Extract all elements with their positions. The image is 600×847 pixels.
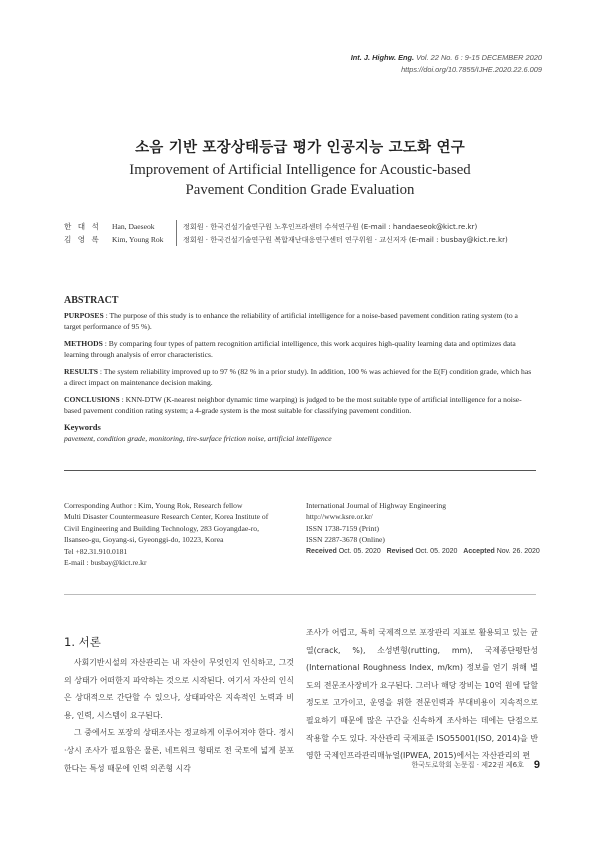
methods-text: : By comparing four types of pattern recognition artificial intelligence, this work acquires high-quality learning data and optimizes data learning through analysis of error characteristics. bbox=[64, 339, 516, 359]
author-row bbox=[64, 220, 508, 233]
abstract-conclusions bbox=[64, 394, 536, 416]
corr-line: Corresponding Author : Kim, Young Rok, Research fellow bbox=[64, 501, 243, 510]
received-date: Oct. 05. 2020 bbox=[338, 547, 381, 555]
author-name-english: Han, Daeseok bbox=[112, 222, 155, 231]
section-heading: 1. 서론 bbox=[64, 635, 101, 649]
corr-line: Civil Engineering and Building Technology, 283 Goyangdae-ro, bbox=[64, 523, 259, 533]
issn-print: ISSN 1738-7159 (Print) bbox=[306, 523, 379, 533]
doi-link[interactable]: https://doi.org/10.7855/IJHE.2020.22.6.009 bbox=[401, 65, 542, 74]
abstract-section bbox=[64, 295, 536, 444]
submission-dates bbox=[306, 546, 546, 557]
issn-online: ISSN 2287-3678 (Online) bbox=[306, 535, 385, 545]
author-name-korean: 김 영 록 bbox=[64, 235, 101, 244]
body-paragraph: 사회기반시설의 자산관리는 내 자산이 무엇인지 인식하고, 그것의 상태가 어떠한지 파악하는 것으로 시작된다. 여기서 자산의 인식은 상대적으로 간단할 수 있으나, 상태파악은 지속적인 노력과 비용, 인력, 시스템이 요구된다. bbox=[64, 658, 294, 720]
corr-line: Ilsanseo-gu, Goyang-si, Gyeonggi-do, 10223, Korea bbox=[64, 535, 224, 545]
body-left-column bbox=[64, 634, 294, 777]
title-english-line1: Improvement of Artificial Intelligence for Acoustic-based bbox=[129, 162, 471, 178]
revised-label: Revised bbox=[386, 547, 414, 555]
author-list bbox=[64, 220, 508, 246]
volume-issue: Vol. 22 No. 6 : 9-15 DECEMBER 2020 bbox=[416, 53, 542, 62]
results-label: RESULTS bbox=[64, 367, 98, 376]
title-english-line2: Pavement Condition Grade Evaluation bbox=[185, 182, 415, 198]
body-paragraph: 그 중에서도 포장의 상태조사는 정교하게 이루어져야 한다. 정시·상시 조사가 필요함은 물론, 네트워크 형태로 전 국토에 넓게 분포한다는 특성 때문에 인력 의존형 시각 bbox=[64, 728, 294, 773]
purposes-text: : The purpose of this study is to enhance the reliability of artificial intelligence for a noise-based pavement condition rating system (to a target performance of 95 %). bbox=[64, 311, 518, 331]
keywords-heading: Keywords bbox=[64, 422, 101, 432]
journal-citation bbox=[351, 52, 542, 64]
journal-header bbox=[351, 52, 542, 76]
author-name-korean: 한 대 석 bbox=[64, 222, 101, 231]
journal-info bbox=[306, 500, 546, 557]
footer-journal: 한국도로학회 논문집 · 제22권 제6호 bbox=[411, 761, 524, 769]
corr-line: Tel +82.31.910.0181 bbox=[64, 546, 128, 556]
body-right-column bbox=[306, 624, 538, 765]
author-affiliation: 정회원 · 한국건설기술연구원 노후인프라센터 수석연구원 (E-mail : handaeseok@kict.re.kr) bbox=[176, 220, 477, 233]
page-number: 9 bbox=[533, 759, 540, 771]
conclusions-label: CONCLUSIONS bbox=[64, 395, 120, 404]
title-english bbox=[0, 160, 600, 200]
methods-label: METHODS bbox=[64, 339, 103, 348]
corr-email[interactable]: E-mail : busbay@kict.re.kr bbox=[64, 558, 147, 568]
corresponding-author-info bbox=[64, 500, 294, 568]
title-korean: 소음 기반 포장상태등급 평가 인공지능 고도화 연구 bbox=[135, 140, 465, 156]
accepted-date: Nov. 26. 2020 bbox=[496, 547, 540, 555]
author-name-english: Kim, Young Rok bbox=[112, 235, 164, 244]
abstract-purposes bbox=[64, 310, 536, 332]
accepted-label: Accepted bbox=[463, 547, 495, 555]
body-paragraph: 조사가 어렵고, 특히 국제적으로 포장관리 지표로 활용되고 있는 균열(crack, %), 소성변형(rutting, mm), 국제종단평탄성(International Roughness Index, m/km) 정보를 얻기 위해 별도의 전문조사장비가 요구된다. 그러나 해당 장비는 10억 원에 달할 정도로 고가이고, 운영을 위한 전문인력과 부대비용이 지속적으로 필요하기 때문에 많은 구간을 신속하게 조사하는 데에는 단점으로 작용할 수도 있다. 자산관리 국제표준 ISO55001(ISO, 2014)을 반영한 국제인프라관리매뉴얼(IPWEA, 2015)에서는 자산관리의 편 bbox=[306, 628, 538, 761]
author-affiliation: 정회원 · 한국건설기술연구원 복합재난대응연구센터 연구위원 · 교신저자 (E-mail : busbay@kict.re.kr) bbox=[176, 233, 508, 246]
author-row bbox=[64, 233, 508, 246]
conclusions-text: : KNN-DTW (K-nearest neighbor dynamic time warping) is judged to be the most suitable type of artificial intelligence for a noise-based pavement condition rating system; a 4-grade system is the most suitable for classifying pavement condition. bbox=[64, 395, 522, 415]
results-text: : The system reliability improved up to 97 % (82 % in a prior study). In addition, 100 % was achieved for the E(F) condition grade, which has a direct impact on maintenance decision making. bbox=[64, 367, 532, 387]
corr-line: Multi Disaster Countermeasure Research Center, Korea Institute of bbox=[64, 512, 269, 522]
abstract-methods bbox=[64, 338, 536, 360]
revised-date: Oct. 05. 2020 bbox=[415, 547, 458, 555]
journal-abbrev: Int. J. Highw. Eng. bbox=[350, 53, 415, 62]
info-divider bbox=[64, 594, 536, 595]
keywords-text: pavement, condition grade, monitoring, tire-surface friction noise, artificial intelligence bbox=[64, 434, 332, 443]
abstract-heading: ABSTRACT bbox=[64, 295, 119, 306]
page-footer bbox=[411, 759, 540, 771]
abstract-divider bbox=[64, 470, 536, 471]
journal-name: International Journal of Highway Engineering bbox=[306, 501, 447, 510]
received-label: Received bbox=[306, 547, 337, 555]
purposes-label: PURPOSES bbox=[64, 311, 104, 320]
journal-url[interactable]: http://www.ksre.or.kr/ bbox=[306, 512, 373, 522]
abstract-results bbox=[64, 366, 536, 388]
